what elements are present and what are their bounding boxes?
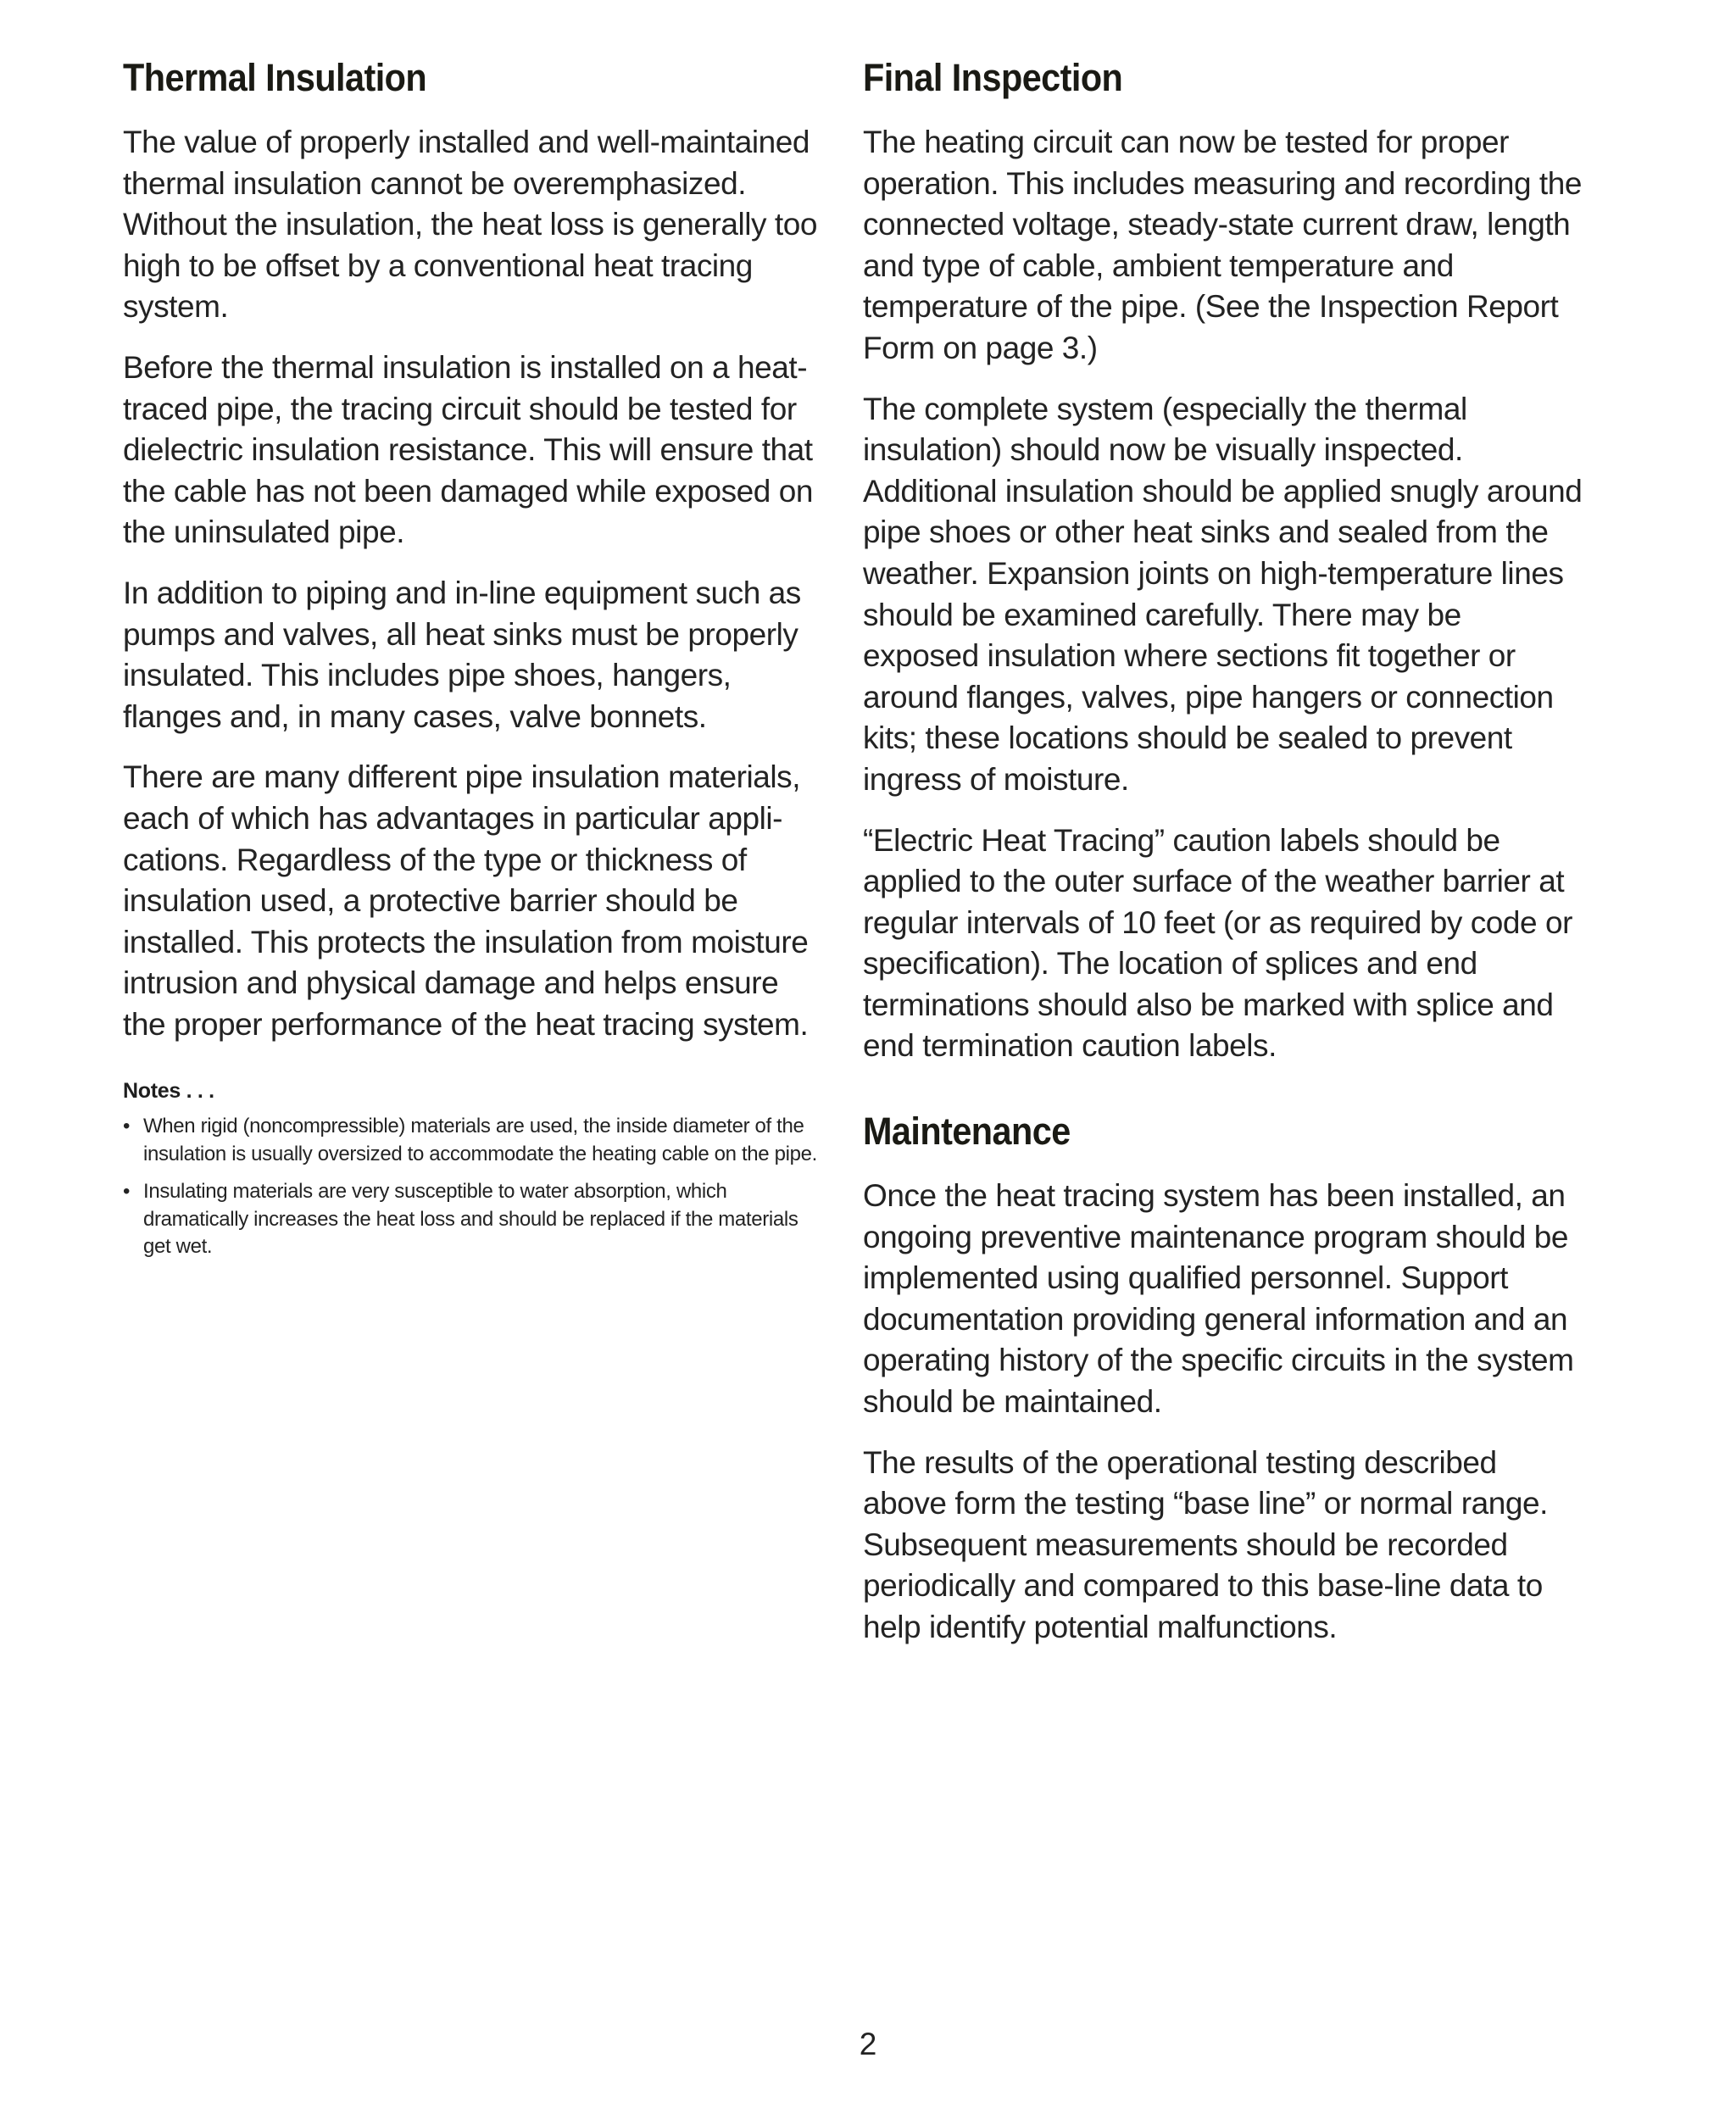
note-text: When rigid (noncompressible) materials are used, the inside diameter of the insulation is usually oversized to accommodate the heating cable on the pipe. <box>143 1115 817 1165</box>
final-inspection-paragraph-2: The complete system (especially the thermal insulation) should now be visually inspected. Additional insulation should be applied snugly around pipe shoes or other heat sinks and sealed from the weather. Expansion joints on high-temperature lines should be examined carefully. There may be exposed insulation where sections fit together or around flanges, valves, pipe hangers or connection kits; these locations should be sealed to prevent ingress of moisture. <box>863 391 1583 797</box>
note-text: Insulating materials are very susceptible to water absorption, which dramatically increases the heat loss and should be replaced if the materials get wet. <box>143 1180 798 1259</box>
note-item <box>123 1178 826 1261</box>
final-inspection-paragraph-3: “Electric Heat Tracing” caution labels should be applied to the outer surface of the weather barrier at regular intervals of 10 feet (or as required by code or specification). The location of splices and end terminations should also be marked with splice and end termination caution labels. <box>863 822 1572 1064</box>
final-inspection-heading: Final Inspection <box>863 56 1123 99</box>
right-column <box>863 53 1583 1668</box>
bullet-icon: • <box>123 1180 131 1204</box>
notes-list <box>123 1113 826 1261</box>
final-inspection-paragraph-1: The heating circuit can now be tested for proper operation. This includes measuring and recording the connected voltage, steady-state current draw, length and type of cable, ambient temperature and temperature of the pipe. (See the Inspection Report Form on page 3.) <box>863 125 1582 365</box>
thermal-insulation-paragraph-2: Before the thermal insulation is installed on a heat-traced pipe, the tracing circuit should be tested for dielectric insulation resistance. This will ensure that the cable has not been damaged while exposed on the uninsulated pipe. <box>123 349 814 550</box>
note-item <box>123 1113 826 1168</box>
bullet-icon: • <box>123 1115 131 1138</box>
page-number: 2 <box>859 2027 877 2061</box>
thermal-insulation-paragraph-4: There are many different pipe insulation materials, each of which has advantages in particular applications. Regardless of the type or thickness of insulation used, a protective barrier should be installed. This protects the insulation from moisture intrusion and physical damage and helps ensure the proper performance of the heat tracing system. <box>123 759 809 1042</box>
notes-label: Notes . . . <box>123 1079 214 1104</box>
maintenance-paragraph-1: Once the heat tracing system has been installed, an ongoing preventive maintenance program should be implemented using qualified personnel. Support documentation providing general information and an operating history of the specific circuits in the system should be maintained. <box>863 1178 1574 1420</box>
maintenance-heading: Maintenance <box>863 1110 1071 1154</box>
left-column <box>123 53 826 1271</box>
notes-block <box>123 1077 826 1261</box>
thermal-insulation-heading: Thermal Insulation <box>123 56 427 99</box>
thermal-insulation-paragraph-3: In addition to piping and in-line equipment such as pumps and valves, all heat sinks must be properly insulated. This includes pipe shoes, hangers, flanges and, in many cases, valve bonnets. <box>123 575 801 734</box>
thermal-insulation-paragraph-1: The value of properly installed and well-maintained thermal insulation cannot be overemphasized. Without the insulation, the heat loss is generally too high to be offset by a conventional heat tracing system. <box>123 125 817 325</box>
maintenance-paragraph-2: The results of the operational testing described above form the testing “base line” or normal range. Subsequent measurements should be recorded periodically and compared to this base-line data to help identify potential malfunctions. <box>863 1444 1548 1644</box>
